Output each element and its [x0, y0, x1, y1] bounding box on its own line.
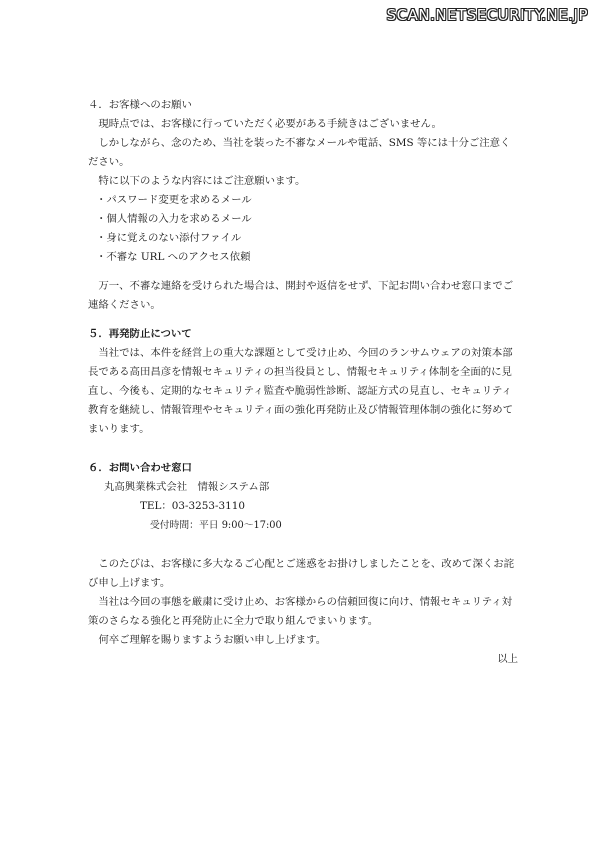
section-4: [88, 96, 518, 315]
section-5-heading: ５．再発防止について: [88, 328, 192, 340]
section-6: [88, 459, 518, 535]
section-4-paragraph: しかしながら、念のため、当社を装った不審なメールや電話、SMS 等には十分ご注意ください。: [88, 137, 511, 168]
caution-list-item: ・パスワード変更を求めるメール: [96, 194, 252, 206]
closing-mark: 以上: [497, 653, 518, 665]
caution-list: [88, 191, 518, 267]
document-body: [88, 96, 518, 669]
section-4-paragraph: 万一、不審な連絡を受けられた場合は、開封や返信をせず、下記お問い合わせ窓口までご連絡ください。: [88, 280, 514, 311]
closing-paragraph: 何卒ご理解を賜りますようお願い申し上げます。: [98, 634, 327, 646]
caution-list-item: ・不審な URL へのアクセス依頼: [96, 251, 251, 263]
caution-list-item: ・身に覚えのない添付ファイル: [96, 232, 242, 244]
watermark: SCAN.NETSECURITY.NE.JP: [386, 6, 588, 24]
closing-paragraph: このたびは、お客様に多大なるご心配とご迷惑をお掛けしましたことを、改めて深くお詫び申し上げます。: [88, 558, 515, 589]
section-4-heading: ４．お客様へのお願い: [88, 99, 192, 111]
closing-paragraph: 当社は今回の事態を厳粛に受け止め、お客様からの信頼回復に向け、情報セキュリティ対策のさらなる強化と再発防止に全力で取り組んでまいります。: [88, 596, 513, 627]
section-6-heading: ６．お問い合わせ窓口: [88, 462, 192, 474]
section-4-paragraph: 現時点では、お客様に行っていただく必要がある手続きはございません。: [98, 118, 442, 130]
section-5: [88, 325, 518, 439]
closing-section: [88, 555, 518, 669]
contact-hours: 受付時間：平日 9:00～17:00: [150, 520, 282, 531]
section-5-paragraph: 当社では、本件を経営上の重大な課題として受け止め、今回のランサムウェアの対策本部長である高田昌彦を情報セキュリティの担当役員とし、情報セキュリティ体制を全面的に見直し、今後も、定期的なセキュリティ監査や脆弱性診断、認証方式の見直し、セキュリティ教育を継続し、情報管理やセキュリティ面の強化再発防止及び情報管理体制の強化に努めてまいります。: [88, 347, 513, 435]
contact-company: 丸高興業株式会社 情報システム部: [104, 481, 270, 493]
section-4-paragraph: 特に以下のような内容にはご注意願います。: [98, 175, 306, 187]
caution-list-item: ・個人情報の入力を求めるメール: [96, 213, 252, 225]
contact-phone: TEL：03-3253-3110: [140, 500, 245, 512]
